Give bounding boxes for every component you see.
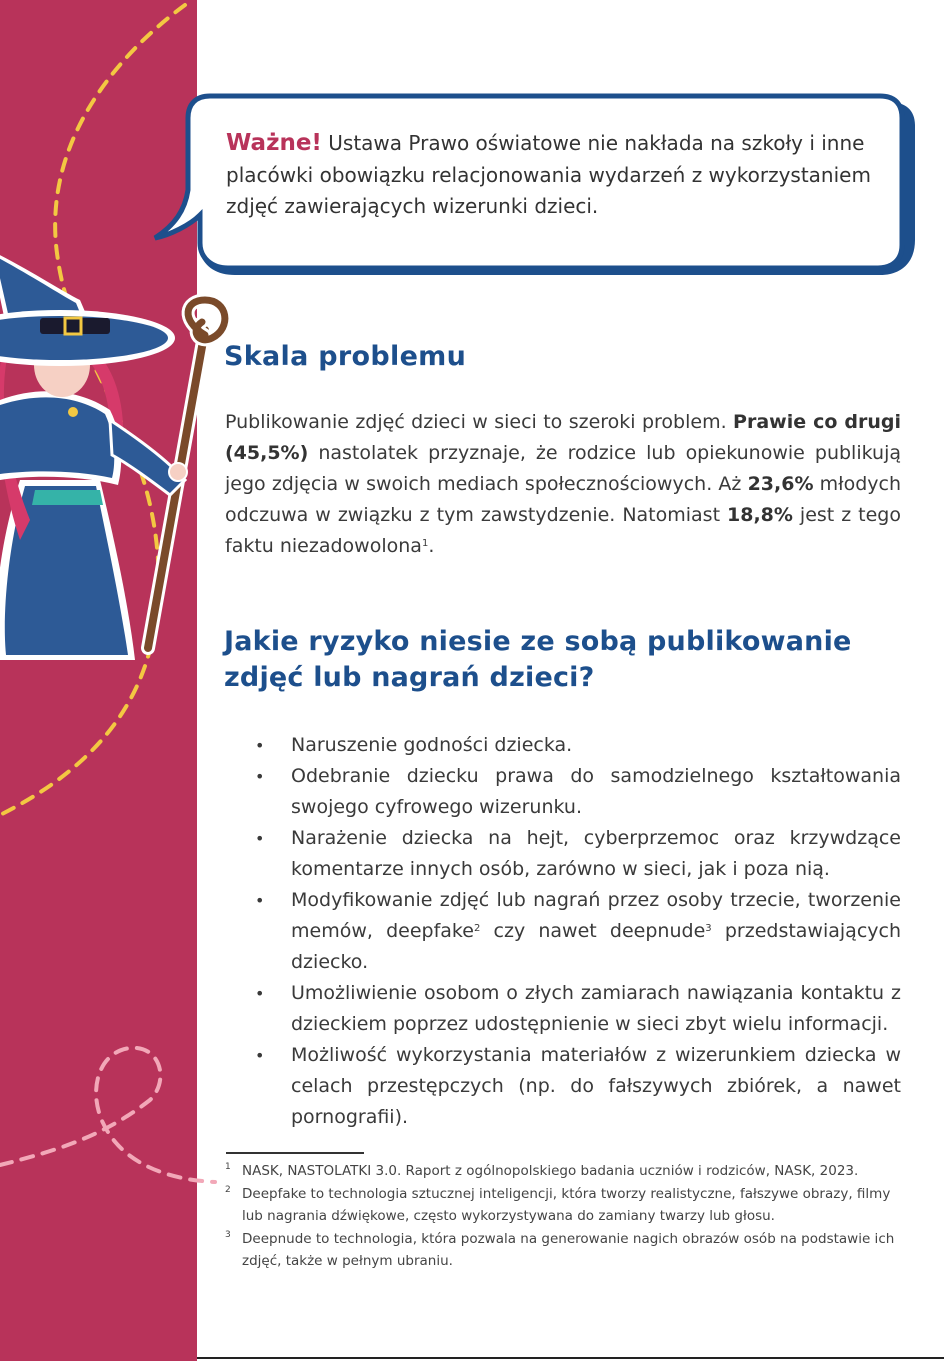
list-item: • Możliwość wykorzystania materiałów z wizerunkiem dziecka w celach przestępczych (np. do fałszywych zbiórek, a nawet pornografii). [253,1040,901,1133]
bullet-icon: • [255,829,265,848]
risk-list [253,730,901,1133]
bullet-icon: • [255,984,265,1003]
footnotes [225,1160,901,1273]
list-item: • Umożliwienie osobom o złych zamiarach nawiązania kontaktu z dzieckiem poprzez udostępnienie w sieci zbyt wielu informacji. [253,978,901,1040]
list-item: • Odebranie dziecku prawa do samodzielnego kształtowania swojego cyfrowego wizerunku. [253,761,901,823]
footnote-divider [226,1152,364,1154]
section-heading-scale: Skala problemu [224,341,467,372]
bullet-icon: • [255,1046,265,1065]
list-item: • Modyfikowanie zdjęć lub nagrań przez osoby trzecie, tworzenie memów, deepfake$^2$ czy nawet deepnude$^3$ przedstawiających dziecko. [253,885,901,978]
callout-text [226,128,876,223]
important-label: Ważne! [226,130,322,156]
list-item: • Naruszenie godności dziecka. [253,730,901,761]
footnote-ref-2: 2 [473,923,481,934]
list-item: • Narażenie dziecka na hejt, cyberprzemoc oraz krzywdzące komentarze innych osób, zarówno w sieci, jak i poza nią. [253,823,901,885]
section-heading-risk: Jakie ryzyko niesie ze sobą publikowanie zdjęć lub nagrań dzieci? [224,626,852,693]
footnote-1: 1 NASK, NASTOLATKI 3.0. Raport z ogólnopolskiego badania uczniów i rodziców, NASK, 2023. [225,1162,859,1179]
bullet-icon: • [255,891,265,910]
callout-body: Ustawa Prawo oświatowe nie nakłada na szkoły i inne placówki obowiązku relacjonowania wydarzeń z wykorzystaniem zdjęć zawierających wizerunki dzieci. [226,131,871,218]
page-bottom-rule [197,1357,944,1359]
footnote-ref-3: 3 [705,923,712,934]
bullet-icon: • [255,767,265,786]
footnote-ref-1: 1 [421,538,429,549]
scale-paragraph: Publikowanie zdjęć dzieci w sieci to szeroki problem. Prawie co drugi (45,5%) nastolatek przyznaje, że rodzice lub opiekunowie publikują jego zdjęcia w swoich mediach społecznościowych. Aż 23,6% młodych odczuwa w związku z tym zawstydzenie. Natomiast 18,8% jest z tego faktu niezadowolona$^1$. [225,411,901,557]
footnote-2: 2 Deepfake to technologia sztucznej inteligencji, która tworzy realistyczne, fałszywe obrazy, filmy lub nagrania dźwiękowe, często wykorzystywana do zamiany twarzy lub głosu. [225,1184,891,1224]
bullet-icon: • [255,736,265,755]
footnote-3: 3 Deepnude to technologia, która pozwala na generowanie nagich obrazów osób na podstawie ich zdjęć, także w pełnym ubraniu. [225,1229,895,1269]
